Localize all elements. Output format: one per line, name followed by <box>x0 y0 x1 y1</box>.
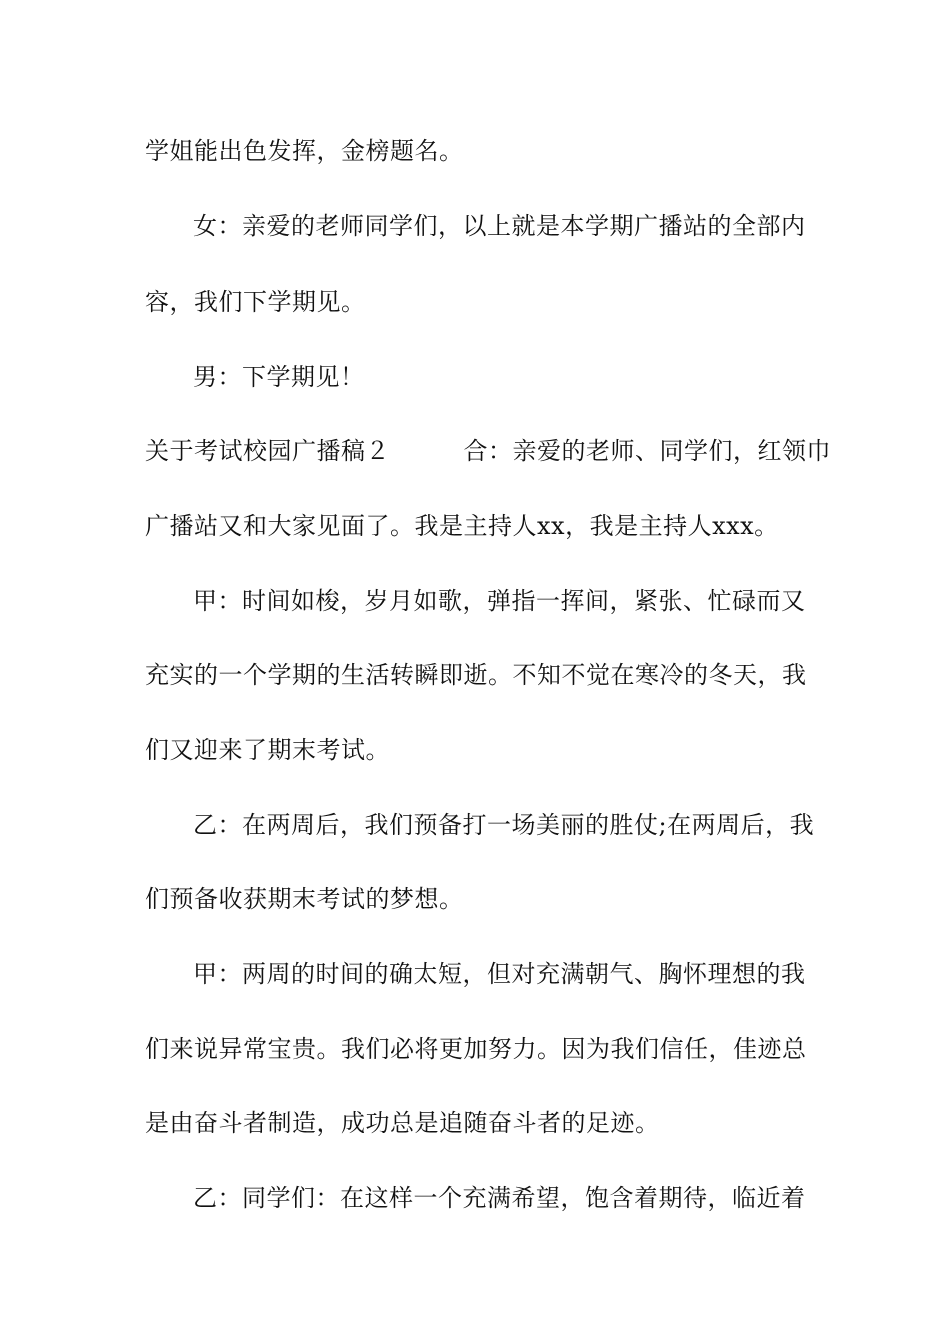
text-line: 男：下学期见！ <box>193 363 365 391</box>
text-line: 们又迎来了期末考试。 <box>145 736 390 764</box>
text-line: 容，我们下学期见。 <box>145 288 366 316</box>
text-line: 们来说异常宝贵。我们必将更加努力。因为我们信任，佳迹总 <box>145 1035 807 1063</box>
text-line: 是由奋斗者制造，成功总是追随奋斗者的足迹。 <box>145 1109 660 1137</box>
text-line: 乙：同学们：在这样一个充满希望，饱含着期待，临近着 <box>193 1184 806 1212</box>
text-line: 充实的一个学期的生活转瞬即逝。不知不觉在寒冷的冬天，我 <box>145 661 807 689</box>
text-line: 乙：在两周后，我们预备打一场美丽的胜仗;在两周后，我 <box>193 811 815 839</box>
section-heading-line: 关于考试校园广播稿２ 合：亲爱的老师、同学们，红领巾 <box>145 437 831 465</box>
text-line: 学姐能出色发挥，金榜题名。 <box>145 137 464 165</box>
text-line: 女：亲爱的老师同学们，以上就是本学期广播站的全部内 <box>193 212 806 240</box>
text-line: 甲：两周的时间的确太短，但对充满朝气、胸怀理想的我 <box>193 960 806 988</box>
text-line: 甲：时间如梭，岁月如歌，弹指一挥间，紧张、忙碌而又 <box>193 587 806 615</box>
text-line: 们预备收获期末考试的梦想。 <box>145 885 464 913</box>
text-line: 广播站又和大家见面了。我是主持人xx，我是主持人xxx。 <box>145 512 779 540</box>
